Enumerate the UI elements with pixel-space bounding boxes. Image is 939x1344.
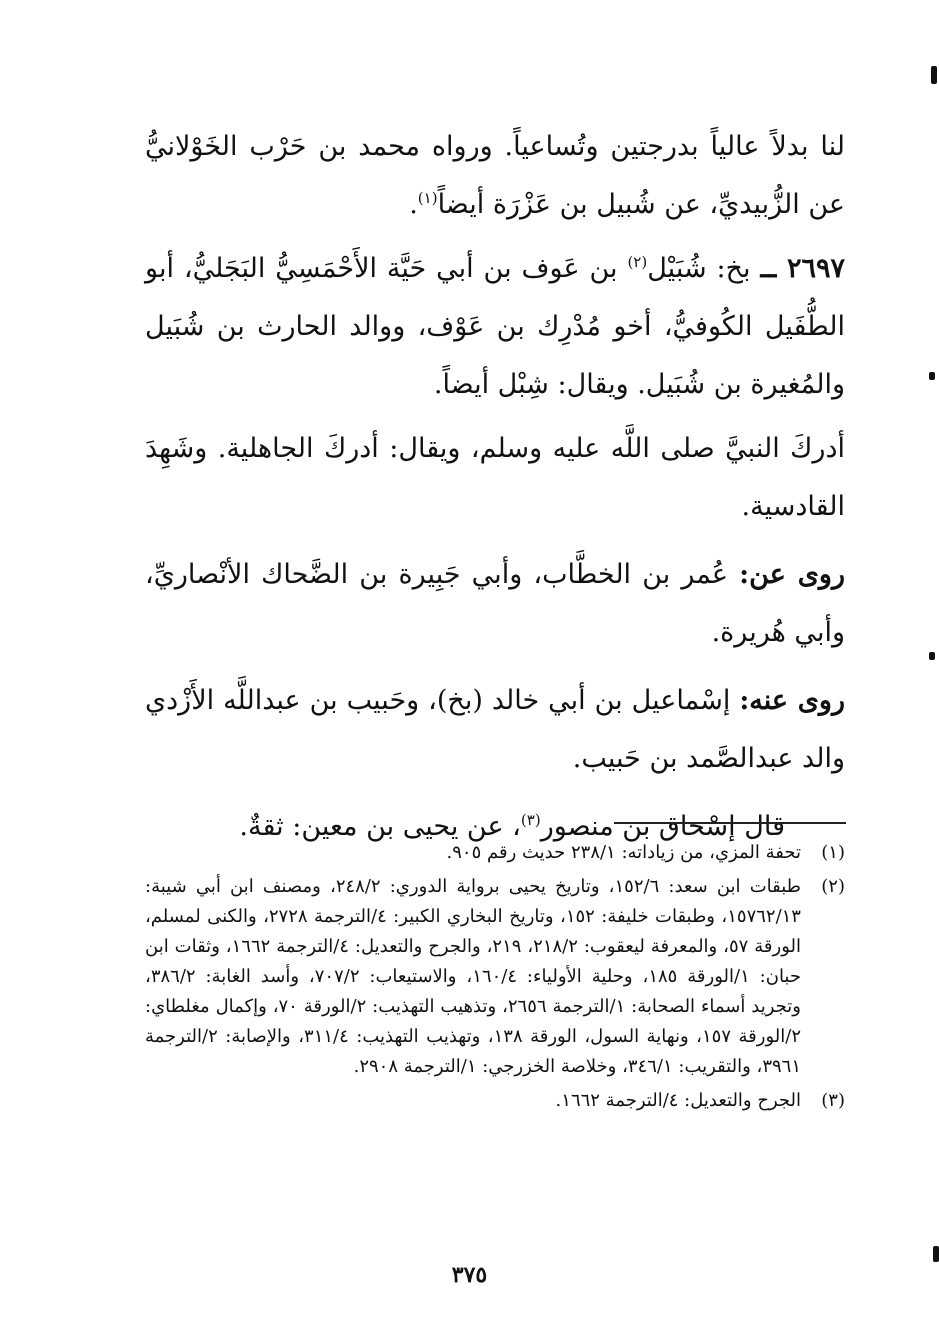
footnote-separator	[614, 822, 846, 824]
label-narrated-by: روى عنه:	[739, 685, 846, 716]
entry-number: ٢٦٩٧ ــ	[760, 253, 845, 284]
footnote-text: الجرح والتعديل: ٤/الترجمة ١٦٦٢.	[555, 1090, 801, 1111]
footnote-ref: (١)	[417, 189, 438, 207]
paragraph-continuation: لنا بدلاً عالياً بدرجتين وتُساعياً. ورواه محمد بن حَرْب الخَوْلانيُّ عن الزُّبيديِّ، عن شُبيل بن عَزْرَة أيضاً$^{(١)}$.	[145, 131, 845, 220]
scan-edge-mark	[929, 372, 935, 380]
paragraph-narrated-from: روى عن: عُمر بن الخطَّاب، وأبي جَبِيرة بن الضَّحاك الأنْصاريِّ، وأبي هُريرة.	[145, 559, 845, 648]
footnote-text: طبقات ابن سعد: ١٥٢/٦، وتاريخ يحيى برواية الدوري: ٢٤٨/٢، ومصنف ابن أبي شيبة: ١٥٧٦٢/١٣، وطبقات خليفة: ١٥٢، وتاريخ البخاري الكبير: ٤/الترجمة ٢٧٢٨، والكنى لمسلم، الورقة ٥٧، والمعرفة ليعقوب: ٢١٨/٢، ٢١٩، والجرح والتعديل: ٤/الترجمة ١٦٦٢، وثقات ابن حبان: ١/الورقة ١٨٥، وحلية الأولياء: ١٦٠/٤، والاستيعاب: ٧٠٧/٢، وأسد الغابة: ٣٨٦/٢، وتجريد أسماء الصحابة: ١/الترجمة ٢٦٥٦، وتذهيب التهذيب: ٢/الورقة ٧٠، وإكمال مغلطاي: ٢/الورقة ١٥٧، ونهاية السول، الورقة ١٣٨، وتهذيب التهذيب: ٣١١/٤، والإصابة: ٢/الترجمة ٣٩٦١، والتقريب: ٣٤٦/١، وخلاصة الخزرجي: ١/الترجمة ٢٩٠٨.	[145, 876, 802, 1077]
paragraph-grading: قال إسْحاق بن منصور$^{(٣)}$، عن يحيى بن معين: ثقةٌ.	[239, 811, 785, 842]
footnotes	[145, 838, 845, 1120]
footnote-item	[145, 838, 845, 868]
footnote-item	[145, 1086, 845, 1116]
footnote-item	[145, 872, 845, 1082]
paragraph-narrated-by: روى عنه: إسْماعيل بن أبي خالد (بخ)، وحَبيب بن عبداللَّه الأَزْدي والد عبدالصَّمد بن حَبيب.	[145, 685, 846, 774]
footnote-number: (٣)	[821, 1090, 845, 1111]
footnote-text: تحفة المزي، من زياداته: ٢٣٨/١ حديث رقم ٩٠٥.	[446, 842, 801, 863]
paragraph-biography: أدركَ النبيَّ صلى اللَّه عليه وسلم، ويقال: أدركَ الجاهلية. وشَهِدَ القادسية.	[145, 433, 845, 522]
scan-edge-mark	[933, 1246, 939, 1262]
footnote-ref: (٣)	[520, 811, 541, 829]
footnote-number: (١)	[821, 842, 845, 863]
footnote-ref: (٢)	[627, 253, 648, 271]
page-number: ٣٧٥	[451, 1262, 488, 1288]
label-narrated-from: روى عن:	[739, 559, 845, 590]
footnote-number: (٢)	[821, 876, 845, 897]
main-text	[145, 118, 845, 862]
scan-edge-mark	[931, 66, 937, 84]
scan-edge-mark	[929, 652, 935, 660]
entry-heading-paragraph: ٢٦٩٧ ــ بخ: شُبَيْل$^{(٢)}$ بن عَوف بن أبي حَيَّة الأَحْمَسِيُّ البَجَليُّ، أبو الطُّفَيل الكُوفيُّ، أخو مُدْرِك بن عَوْف، ووالد الحارث بن شُبَيل والمُغيرة بن شُبَيل. ويقال: شِبْل أيضاً.	[145, 253, 845, 400]
